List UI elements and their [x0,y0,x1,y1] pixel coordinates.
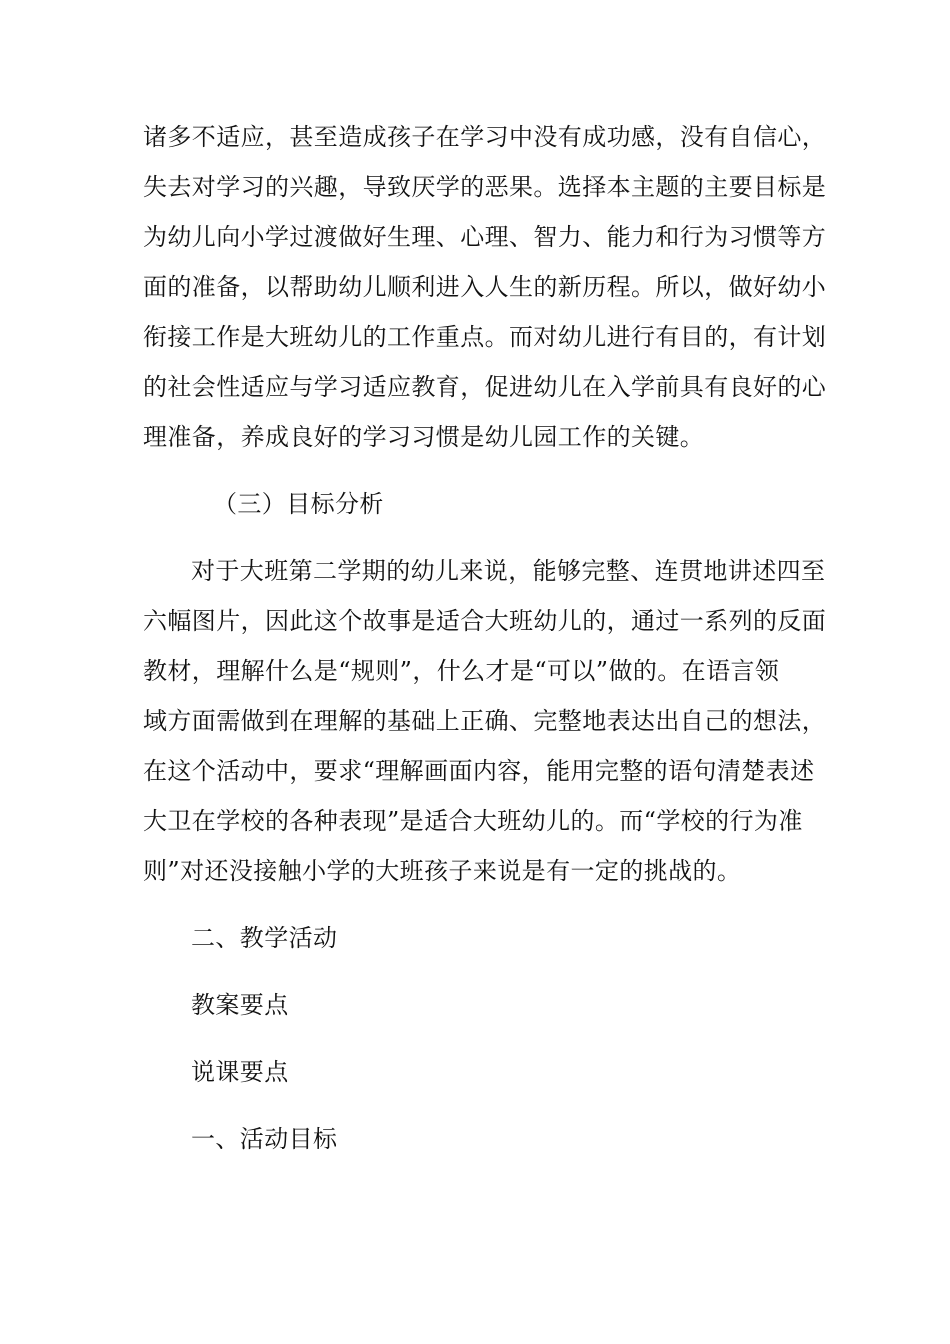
paragraph-1-line-6: 的社会性适应与学习适应教育，促进幼儿在入学前具有良好的心 [143,373,827,401]
section-heading-teaching-activity: 二、教学活动 [191,924,338,952]
section-heading-lesson-plan: 教案要点 [191,991,289,1019]
paragraph-1-line-3: 为幼儿向小学过渡做好生理、心理、智力、能力和行为习惯等方 [143,223,827,251]
section-heading-target-analysis: （三）目标分析 [213,490,384,518]
paragraph-1-line-5: 衔接工作是大班幼儿的工作重点。而对幼儿进行有目的，有计划 [143,323,827,351]
paragraph-2-line-5: 在这个活动中，要求“理解画面内容，能用完整的语句清楚表述 [143,757,815,785]
paragraph-2-line-4: 域方面需做到在理解的基础上正确、完整地表达出自己的想法， [143,707,827,735]
paragraph-1-line-2: 失去对学习的兴趣，导致厌学的恶果。选择本主题的主要目标是 [143,173,827,201]
paragraph-2-line-2: 六幅图片，因此这个故事是适合大班幼儿的，通过一系列的反面 [143,607,827,635]
section-heading-activity-goals: 一、活动目标 [191,1125,338,1153]
section-heading-lecture-points: 说课要点 [191,1058,289,1086]
paragraph-1-line-4: 面的准备，以帮助幼儿顺利进入人生的新历程。所以，做好幼小 [143,273,827,301]
paragraph-2-line-1: 对于大班第二学期的幼儿来说，能够完整、连贯地讲述四至 [191,557,826,585]
paragraph-1-line-1: 诸多不适应，甚至造成孩子在学习中没有成功感，没有自信心， [143,123,827,151]
paragraph-1-line-7: 理准备，养成良好的学习习惯是幼儿园工作的关键。 [143,423,705,451]
paragraph-2-line-6: 大卫在学校的各种表现”是适合大班幼儿的。而“学校的行为准 [143,807,803,835]
paragraph-2-line-7: 则”对还没接触小学的大班孩子来说是有一定的挑战的。 [143,857,742,885]
paragraph-2-line-3: 教材，理解什么是“规则”，什么才是“可以”做的。在语言领 [143,657,780,685]
